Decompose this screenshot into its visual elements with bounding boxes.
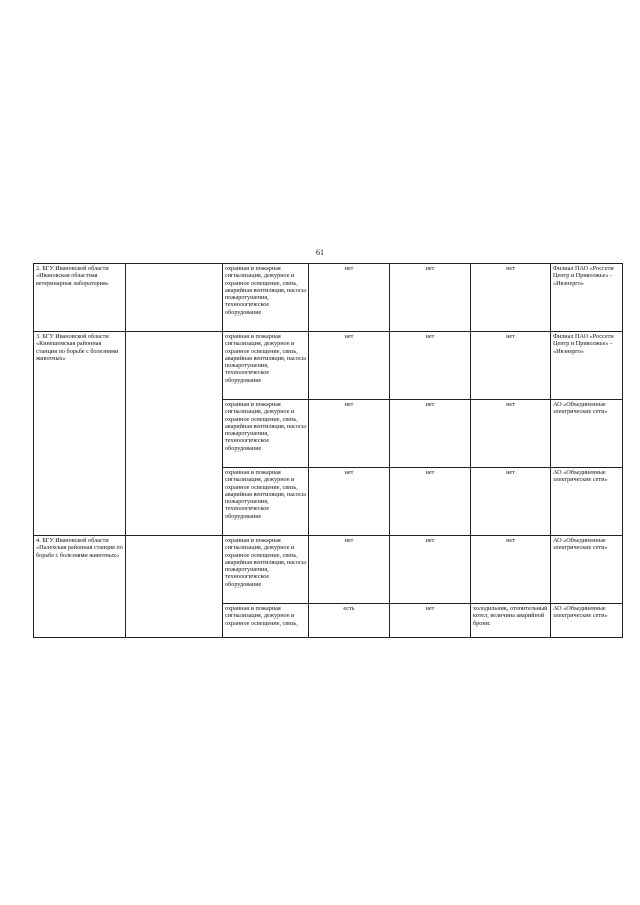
grid-organization-cell: Филиал ПАО «Россети Центр и Приволжье» - «Ивэнерго»	[551, 264, 623, 332]
value-cell: нет	[390, 536, 471, 604]
table-row	[34, 264, 623, 332]
value-cell: нет	[309, 536, 390, 604]
organization-cell: 4. БГУ Ивановской области «Палехская районная станция по борьбе с болезнями животных»	[34, 536, 126, 638]
value-cell: нет	[309, 332, 390, 400]
empty-cell	[126, 332, 223, 536]
value-cell: нет	[471, 332, 551, 400]
equipment-cell: охранная и пожарная сигнализация, дежурное и охранное освещение, связь, аварийная вентиляция, насосы пожаротушения, технологическое оборудование	[223, 536, 309, 604]
value-cell: нет	[390, 604, 471, 638]
grid-organization-cell: АО «Объединенные электрические сети»	[551, 536, 623, 604]
table-row	[34, 332, 623, 400]
value-cell: нет	[390, 468, 471, 536]
value-cell: нет	[309, 264, 390, 332]
grid-organization-cell: АО «Объединенные электрические сети»	[551, 468, 623, 536]
grid-organization-cell: Филиал ПАО «Россети Центр и Приволжье» - «Ивэнерго»	[551, 332, 623, 400]
value-cell: нет	[471, 264, 551, 332]
value-cell: нет	[309, 468, 390, 536]
value-cell: нет	[390, 264, 471, 332]
equipment-cell: охранная и пожарная сигнализация, дежурное и охранное освещение, связь,	[223, 604, 309, 638]
value-cell: есть	[309, 604, 390, 638]
value-cell: нет	[390, 400, 471, 468]
value-cell: нет	[471, 468, 551, 536]
equipment-cell: охранная и пожарная сигнализация, дежурное и охранное освещение, связь, аварийная вентиляция, насосы пожаротушения, технологическое оборудование	[223, 264, 309, 332]
value-cell: нет	[471, 400, 551, 468]
page-number: 61	[316, 248, 324, 257]
value-cell: нет	[390, 332, 471, 400]
value-cell: нет	[309, 400, 390, 468]
equipment-cell: охранная и пожарная сигнализация, дежурное и охранное освещение, связь, аварийная вентиляция, насосы пожаротушения, технологическое оборудование	[223, 468, 309, 536]
organization-cell: 2. БГУ Ивановской области «Ивановская областная ветеринарная лаборатория»	[34, 264, 126, 332]
backup-equipment-cell: холодильник, отопительный котел, величина аварийной брони:	[471, 604, 551, 638]
empty-cell	[126, 264, 223, 332]
value-cell: нет	[471, 536, 551, 604]
grid-organization-cell: АО «Объединенные электрические сети»	[551, 604, 623, 638]
equipment-cell: охранная и пожарная сигнализация, дежурное и охранное освещение, связь, аварийная вентиляция, насосы пожаротушения, технологическое оборудование	[223, 332, 309, 400]
equipment-cell: охранная и пожарная сигнализация, дежурное и охранное освещение, связь, аварийная вентиляция, насосы пожаротушения, технологическое оборудование	[223, 400, 309, 468]
empty-cell	[126, 536, 223, 638]
table-row	[34, 536, 623, 604]
organization-cell: 3. БГУ Ивановской области «Кинешемская районная станция по борьбе с болезнями животных»	[34, 332, 126, 536]
power-supply-table	[33, 263, 623, 638]
grid-organization-cell: АО «Объединенные электрические сети»	[551, 400, 623, 468]
